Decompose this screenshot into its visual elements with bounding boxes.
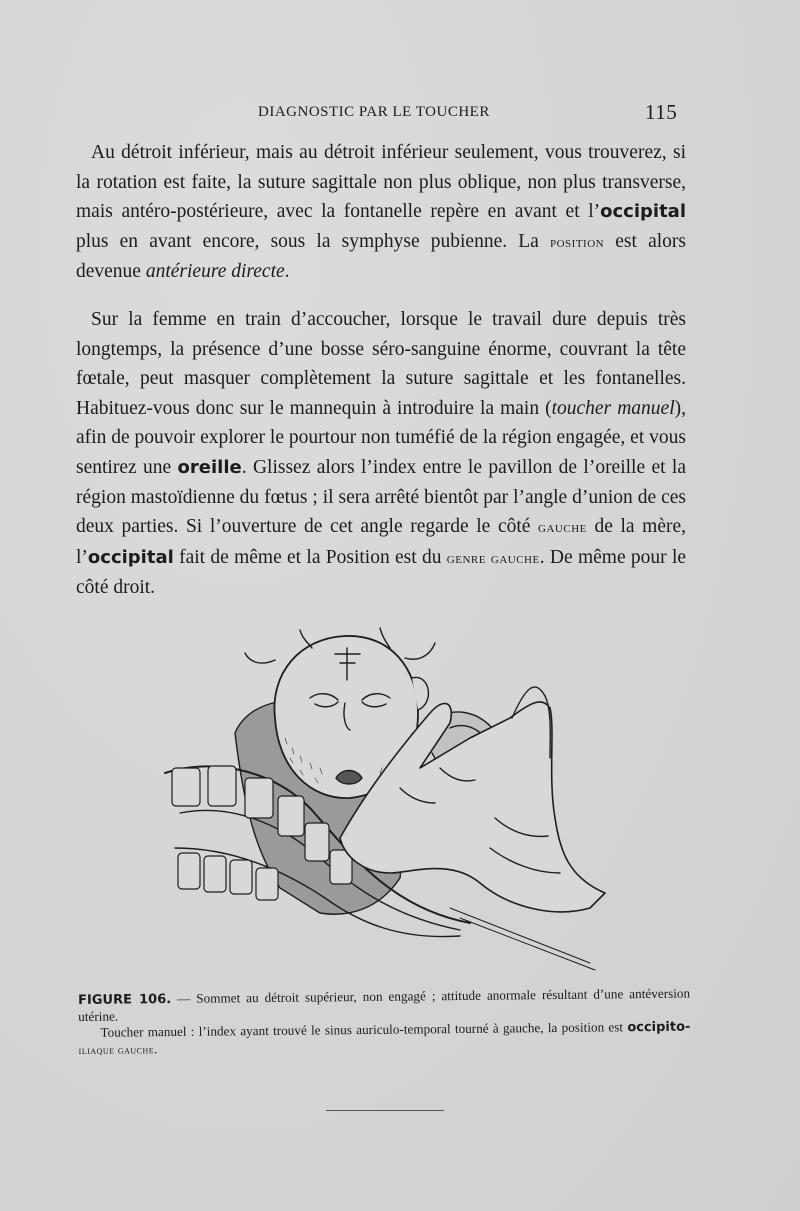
para2-italic: toucher manuel <box>551 397 675 419</box>
caption-paragraph-2 <box>78 1019 690 1059</box>
end-rule <box>326 1110 444 1111</box>
page-number: 115 <box>645 100 678 124</box>
para2-text-3: . Glissez alors l’index entre le pavillon de l’oreille et la région mastoïdienne du fœtus ; il sera arrêté bientôt par l’angle d’union de ces deux parties. Si l’ouverture de cet angle regarde le côté <box>76 456 687 538</box>
caption-label: FIGURE 106. <box>78 992 172 1008</box>
figure-106-illustration <box>150 618 620 988</box>
para1-bold-occipital: occipital <box>600 201 686 223</box>
wrist-hatching <box>450 908 595 970</box>
caption-text-2: Toucher manuel : l’index ayant trouvé le sinus auriculo-temporal tourné à gauche, la position est <box>100 1019 628 1040</box>
para1-smallcaps-position: position <box>549 233 605 251</box>
caption-smallcaps: iliaque gauche <box>78 1044 155 1057</box>
para2-smallcaps-gauche: gauche <box>538 519 587 537</box>
caption-end: . <box>154 1041 158 1057</box>
para2-text-1: Sur la femme en train d’accoucher, lorsque le travail dure depuis très longtemps, la présence d’une bosse séro-sanguine énorme, couvrant la tête fœtale, peut masquer complètement la suture sagittale et les fontanelles. Habituez-vous donc sur le mannequin à introduire la main ( <box>76 309 686 419</box>
caption-bold: occipito- <box>627 1019 691 1036</box>
paragraph-1 <box>76 138 686 287</box>
para2-bold-occipital: occipital <box>87 546 174 568</box>
para1-text-4: . <box>284 261 290 283</box>
para2-smallcaps-genre-gauche: genre gauche <box>446 549 540 567</box>
hair-curve-right <box>405 643 435 659</box>
para2-text-2: ), afin de pouvoir explorer le pourtour non tuméfié de la région engagée, et vous sentirez une <box>76 397 686 478</box>
caption-text-1: — Sommet au détroit supérieur, non engagé ; attitude anormale résultant d’une antéversion utérine. <box>78 985 691 1024</box>
hair-top-left <box>300 630 312 648</box>
para2-text-5: fait de même et la Position est du <box>173 546 447 568</box>
paragraph-2 <box>76 305 686 603</box>
figure-caption <box>78 986 691 1059</box>
para1-text-2: plus en avant encore, sous la symphyse pubienne. La <box>76 230 550 252</box>
para2-text-6: . De même pour le côté droit. <box>76 546 687 599</box>
hair-curve-left <box>245 653 275 663</box>
running-title: DIAGNOSTIC PAR LE TOUCHER <box>258 104 490 120</box>
para1-text-1: Au détroit inférieur, mais au détroit inférieur seulement, vous trouverez, si la rotation est faite, la suture sagittale non plus oblique, non plus transverse, mais antéro-postérieure, avec la fontanelle repère en avant et l’ <box>76 142 686 223</box>
para2-text-4: de la mère, l’ <box>76 516 687 568</box>
para1-text-3: est alors devenue <box>76 230 686 283</box>
para1-italic: antérieure directe <box>145 261 285 283</box>
running-header <box>0 100 800 128</box>
para2-bold-oreille: oreille <box>177 456 242 478</box>
